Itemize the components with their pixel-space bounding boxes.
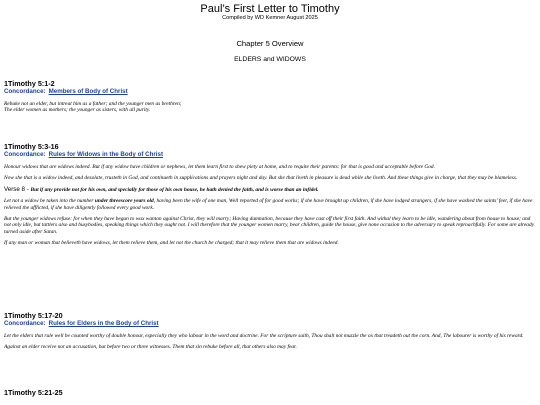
document-title: Paul’s First Letter to Timothy — [200, 3, 340, 15]
verse-text — [4, 198, 536, 211]
section-5-21-25 — [4, 389, 536, 397]
section-reference: 1Timothy 5:3-16 — [4, 142, 59, 151]
concordance-line — [4, 151, 536, 158]
verse-text: The elder women as mothers; the younger as sisters, with all purity. — [4, 107, 151, 114]
verse-text: Now she that is a widow indeed, and desolate, trusteth in God, and continueth in supplications and prayers night and day. But she that liveth in pleasure is dead while she liveth. And these things give in charge, that they may be blameless. — [4, 175, 518, 182]
concordance-link-elders[interactable]: Rules for Elders in the Body of Christ — [48, 320, 159, 327]
chapter-overview-heading: Chapter 5 Overview — [236, 39, 304, 48]
section-5-3-16 — [4, 143, 536, 247]
chapter-subtitle: ELDERS and WIDOWS — [234, 56, 306, 63]
verse-text: Honour widows that are widows indeed. But if any widow have children or nephews, let them learn first to shew piety at home, and to requite their parents: for that is good and acceptable before God. — [4, 164, 435, 170]
verse-text: If any man or woman that believeth have widows, let them relieve them, and let not the church be charged; that it may relieve them that are widows indeed. — [4, 240, 339, 247]
verse-8-body: But if any provide not for his own, and specially for those of his own house, he hath denied the faith, and is worse than an infidel. — [30, 186, 319, 193]
compiled-by: Compiled by WD Kemner August 2025 — [222, 15, 318, 21]
concordance-line — [4, 320, 536, 327]
section-reference: 1Timothy 5:21-25 — [4, 388, 63, 397]
verse-text: Let the elders that rule well be counted worthy of double honour, especially they who labour in the word and doctrine. For the scripture saith, Thou shalt not muzzle the ox that treadeth out the corn. And, The labourer is worthy of his reward. — [4, 333, 524, 339]
verse-8-text — [4, 187, 536, 193]
verse-text: But the younger widows refuse: for when they have begun to wax wanton against Christ, they will marry; Having damnation, because they have cast off their first faith. And withal they learn to be idle, wandering about from house to house; and not only idle, but tattlers also and busybodies, speaking things which they ought not. I will therefore that the younger women marry, bear children, guide the house, give none occasion to the adversary to speak reproachfully. For some are already turned aside after Satan. — [4, 216, 535, 235]
concordance-link-widows[interactable]: Rules for Widows in the Body of Christ — [48, 151, 164, 158]
section-5-1-2 — [4, 80, 536, 114]
verse-text: Rebuke not an elder, but intreat him as a father; and the younger men as brethren; — [4, 101, 182, 107]
verse-fragment: Let not a widow be taken into the number — [4, 198, 95, 205]
concordance-label: Concordance: — [4, 320, 46, 327]
concordance-label: Concordance: — [4, 151, 46, 158]
verse-emphasis: under threescore years old — [94, 198, 154, 205]
section-reference: 1Timothy 5:1-2 — [4, 79, 55, 88]
section-5-17-20 — [4, 312, 536, 351]
concordance-link-members[interactable]: Members of Body of Christ — [48, 88, 128, 95]
verse-fragment: , having been the wife of one man, Well reported of for good works; if she have brought up children, if she have lodged strangers, if she have washed the saints' feet, if she have relieved the afflicted, if she have diligently followed every good work. — [4, 198, 533, 211]
concordance-line — [4, 88, 536, 95]
section-reference: 1Timothy 5:17-20 — [4, 311, 63, 320]
concordance-label: Concordance: — [4, 88, 46, 95]
verse-8-label: Verse 8 - — [4, 185, 31, 193]
verse-text: Against an elder receive not an accusation, but before two or three witnesses. Them that sin rebuke before all, that others also may fear. — [4, 344, 297, 351]
